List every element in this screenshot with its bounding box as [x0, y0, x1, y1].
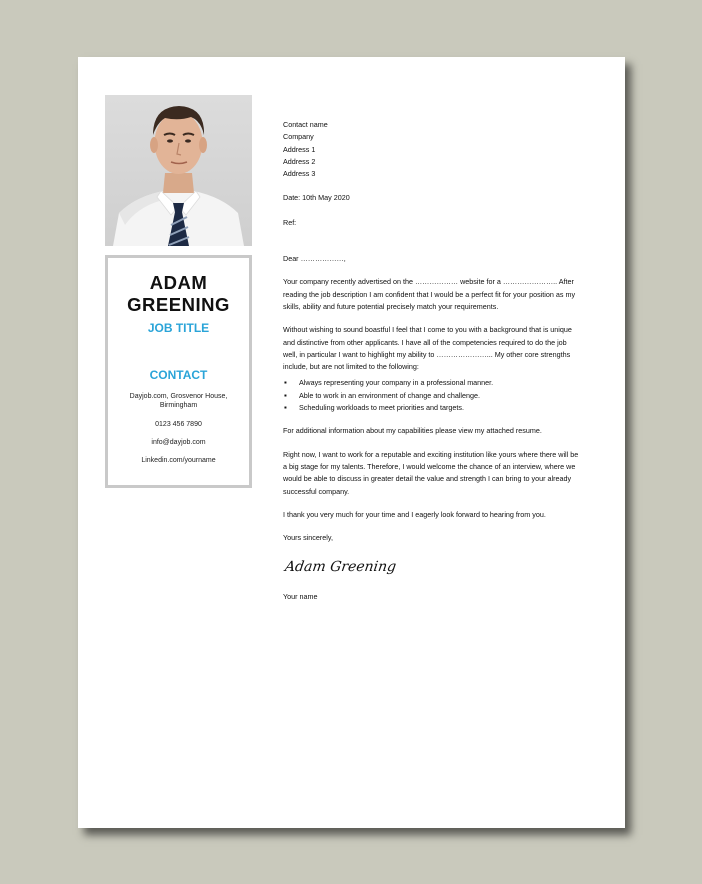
recipient-line: Address 2: [283, 156, 316, 166]
recipient-line: Address 1: [283, 144, 316, 154]
profile-photo: [105, 95, 252, 246]
cover-letter-page: [78, 57, 625, 828]
your-name: Your name: [283, 592, 318, 602]
paragraph-5: I thank you very much for your time and I eagerly look forward to hearing from you.: [283, 509, 546, 519]
recipient-block: [283, 119, 583, 180]
recipient-line: Address 3: [283, 169, 316, 179]
list-item: ▪ Scheduling workloads to meet priorities and targets.: [283, 402, 583, 414]
sidebar-box: [105, 255, 252, 488]
letter-date: Date: 10th May 2020: [283, 193, 350, 203]
list-item: ▪ Always representing your company in a professional manner.: [283, 377, 583, 389]
letter-body: [283, 119, 583, 604]
contact-email: info@dayjob.com: [151, 439, 206, 446]
paragraph-2: Without wishing to sound boastful I feel that I come to you with a background that is unique and distinctive from other applicants. I have all of the competencies required to do the job well, in particular I want to highlight my ability to …………………... My other core strengths include, but are not limited to the following:: [283, 325, 572, 372]
paragraph-3: For additional information about my capabilities please view my attached resume.: [283, 426, 542, 436]
letter-ref: Ref:: [283, 217, 297, 227]
candidate-name: [108, 272, 249, 316]
job-title: JOB TITLE: [147, 321, 210, 335]
contact-phone: 0123 456 7890: [155, 421, 202, 428]
paragraph-4: Right now, I want to work for a reputable and exciting institution like yours where there will be a big stage for my talents. Therefore, I would welcome the chance of an interview, where we would be able to discuss in greater detail the value and strength I can bring to your already successful company.: [283, 449, 579, 496]
list-item: ▪ Able to work in an environment of change and challenge.: [283, 390, 583, 402]
salutation: Dear ………………,: [283, 254, 346, 264]
recipient-line: Company: [283, 132, 314, 142]
signature: Adam Greening: [283, 559, 398, 576]
contact-address: Dayjob.com, Grosvenor House, Birmingham: [129, 393, 228, 409]
recipient-line: Contact name: [283, 120, 328, 129]
contact-linkedin: Linkedin.com/yourname: [141, 457, 216, 464]
strengths-list: [283, 377, 583, 414]
first-name: ADAM: [149, 272, 208, 293]
last-name: GREENING: [127, 294, 230, 315]
contact-heading: CONTACT: [149, 368, 208, 382]
closing: Yours sincerely,: [283, 533, 333, 543]
paragraph-1: Your company recently advertised on the ……………… website for a ………………….. After reading the job description I am confident that I would be a perfect fit for your position as my skills, ability and future potential precisely match your requirements.: [283, 277, 576, 311]
